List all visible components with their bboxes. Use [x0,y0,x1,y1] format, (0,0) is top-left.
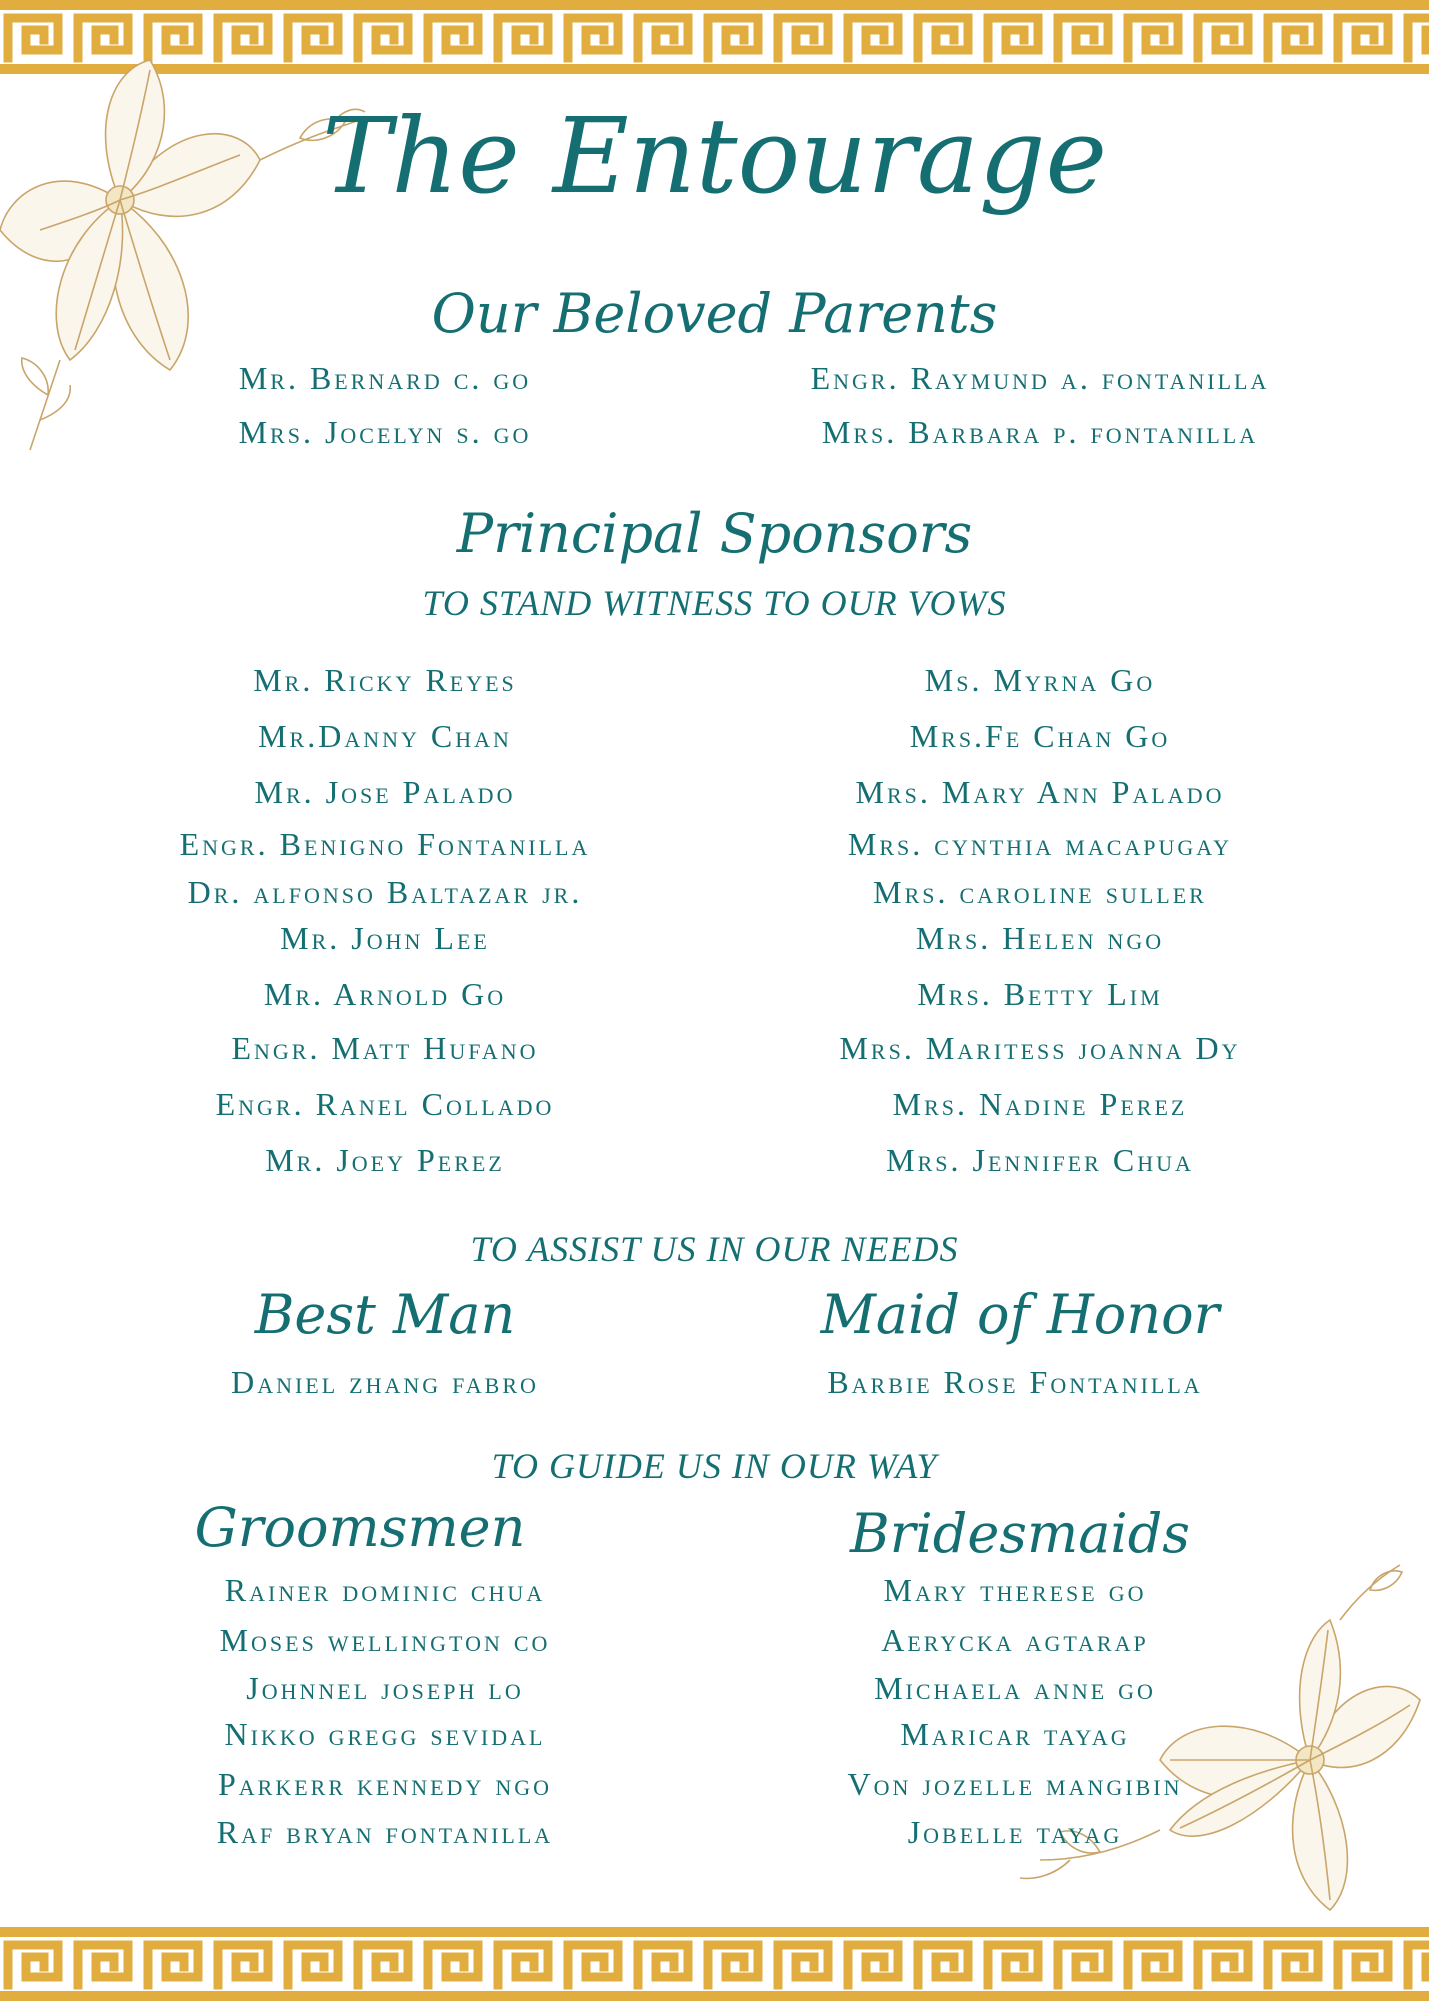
parent-name: Mrs. Jocelyn s. go [238,414,532,450]
bridesmaid-name: Aerycka agtarap [881,1622,1149,1658]
sponsor-name: Dr. alfonso Baltazar jr. [187,874,583,910]
parent-name: Mr. Bernard c. go [238,360,532,396]
best-man-heading: Best Man [254,1283,516,1346]
bridesmaids-heading: Bridesmaids [850,1502,1190,1565]
sponsor-name: Mrs. Nadine Perez [892,1086,1188,1122]
bridesmaid-name: Maricar tayag [900,1716,1130,1752]
groomsman-name: Nikko gregg sevidal [224,1716,546,1752]
sponsor-name: Mr. Arnold Go [263,976,507,1012]
page-title: The Entourage [321,95,1108,217]
assist-tagline: TO ASSIST US IN OUR NEEDS [470,1229,959,1269]
parents-heading: Our Beloved Parents [431,282,998,345]
sponsor-name: Mr.Danny Chan [258,718,512,754]
groomsman-name: Rainer dominic chua [224,1572,546,1608]
groomsman-name: Johnnel joseph lo [246,1670,524,1706]
sponsor-name: Mrs. Maritess joanna Dy [839,1030,1241,1066]
guide-tagline: TO GUIDE US IN OUR WAY [491,1446,938,1486]
sponsor-name: Mr. Jose Palado [254,774,516,810]
bridesmaid-name: Von jozelle mangibin [847,1766,1183,1802]
sponsors-heading: Principal Sponsors [456,502,973,565]
maid-of-honor-name: Barbie Rose Fontanilla [827,1364,1203,1400]
bridesmaid-name: Michaela anne go [874,1670,1156,1706]
sponsors-tagline: TO STAND WITNESS TO OUR VOWS [422,583,1007,623]
bridesmaid-name: Jobelle tayag [907,1814,1123,1850]
sponsor-name: Ms. Myrna Go [924,662,1156,698]
groomsmen-heading: Groomsmen [194,1496,526,1559]
sponsor-name: Engr. Benigno Fontanilla [179,826,591,862]
sponsor-name: Mrs. Mary Ann Palado [855,774,1225,810]
sponsor-name: Mr. John Lee [280,920,490,956]
greek-key-pattern-bottom [0,1927,1429,2001]
sponsor-name: Mrs.Fe Chan Go [909,718,1171,754]
maid-of-honor-heading: Maid of Honor [820,1283,1220,1346]
sponsor-name: Mr. Ricky Reyes [253,662,517,698]
parent-name: Engr. Raymund a. fontanilla [810,360,1270,396]
best-man-name: Daniel zhang fabro [231,1364,539,1400]
sponsor-name: Mrs. Betty Lim [917,976,1163,1012]
sponsor-name: Engr. Ranel Collado [215,1086,555,1122]
sponsor-name: Mr. Joey Perez [265,1142,505,1178]
groomsman-name: Raf bryan fontanilla [216,1814,554,1850]
bridesmaid-name: Mary therese go [883,1572,1147,1608]
groomsman-name: Moses wellington co [219,1622,551,1658]
sponsor-name: Mrs. Jennifer Chua [886,1142,1194,1178]
sponsor-name: Mrs. caroline suller [873,874,1207,910]
sponsor-name: Mrs. Helen ngo [915,920,1165,956]
greek-key-border-bottom [0,1927,1429,2001]
sponsor-name: Engr. Matt Hufano [231,1030,539,1066]
groomsman-name: Parkerr kennedy ngo [217,1766,552,1802]
parent-name: Mrs. Barbara p. fontanilla [821,414,1259,450]
sponsor-name: Mrs. cynthia macapugay [847,826,1233,862]
